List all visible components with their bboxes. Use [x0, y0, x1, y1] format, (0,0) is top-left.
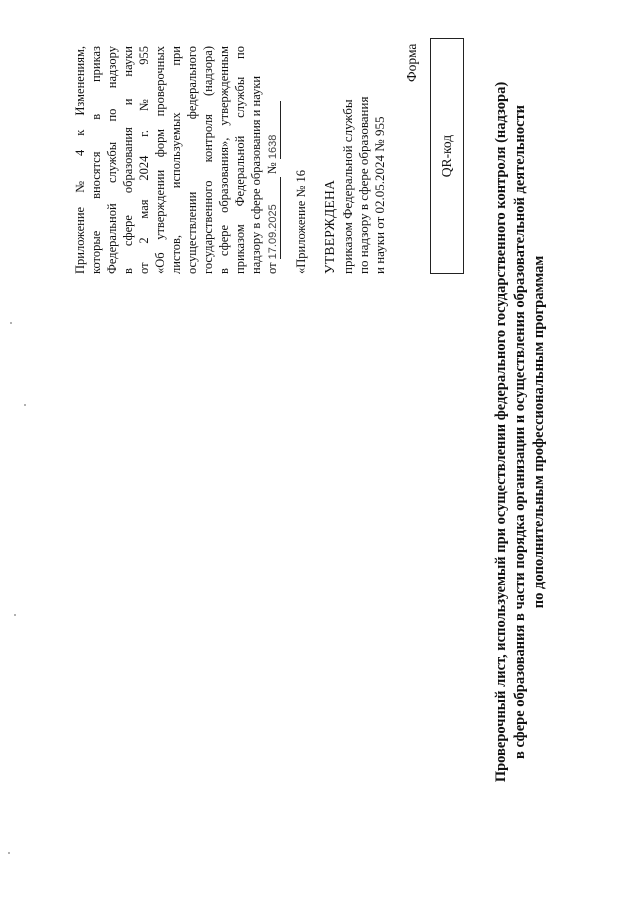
- number-label: №: [265, 162, 279, 175]
- approved-line: приказом Федеральной службы: [340, 99, 355, 274]
- scan-speckle: [24, 404, 26, 406]
- approved-line: по надзору в сфере образования: [356, 96, 371, 274]
- scan-speckle: [14, 614, 16, 616]
- qr-code-label: QR-код: [439, 134, 454, 178]
- scan-speckle: [8, 852, 10, 854]
- appendix-line: которые вносятся в приказ: [89, 46, 103, 274]
- appendix-line: приказом Федеральной службы по: [233, 46, 247, 274]
- appendix-line: в сфере образования», утвержденным: [217, 46, 231, 274]
- appendix-line: Федеральной службы по надзору: [105, 46, 119, 274]
- scan-speckle: [10, 322, 12, 324]
- order-date-field: 17.09.2025: [267, 177, 281, 259]
- appendix-line: листов, используемых при: [169, 46, 183, 274]
- title-line: Проверочный лист, используемый при осуществлении федерального государственного контроля (надзора): [493, 81, 509, 783]
- title-line: по дополнительным профессиональным программам: [531, 255, 547, 609]
- appendix-line: осуществлении федерального: [185, 46, 199, 274]
- appendix-16-label: «Приложение № 16: [294, 169, 308, 274]
- appendix-line: Приложение № 4 к Изменениям,: [73, 46, 87, 274]
- appendix-line: надзору в сфере образования и науки: [249, 75, 263, 274]
- appendix-line: «Об утверждении форм проверочных: [153, 46, 167, 274]
- appendix-line: от 2 мая 2024 г. № 955: [137, 46, 151, 274]
- appendix-date-number-line: [264, 46, 281, 274]
- form-label: Форма: [404, 43, 419, 82]
- qr-code-placeholder: [430, 38, 464, 274]
- approved-heading: УТВЕРЖДЕНА: [322, 179, 337, 274]
- appendix-line: государственного контроля (надзора): [201, 46, 215, 274]
- appendix-reference: [72, 46, 281, 274]
- from-label: от: [265, 262, 279, 274]
- title-line: в сфере образования в части порядка организации и осуществления образовательной деятельности: [512, 105, 528, 760]
- document-title: [492, 32, 549, 832]
- order-number-field: 1638: [267, 101, 281, 159]
- approved-line: и науки от 02.05.2024 № 955: [372, 116, 387, 274]
- approval-block: [322, 34, 388, 274]
- appendix-line: в сфере образования и науки: [121, 46, 135, 274]
